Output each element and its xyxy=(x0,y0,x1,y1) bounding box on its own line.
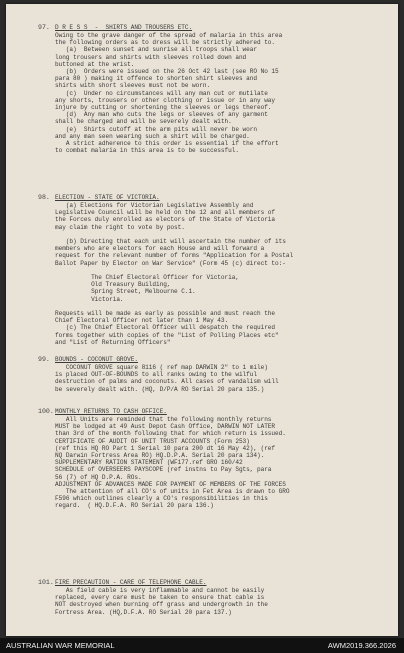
section-line: As field cable is very inflammable and cannot be easily xyxy=(55,587,265,594)
section-line: (b) Orders were issued on the 26 Oct 42 last (see RO No 15 xyxy=(55,68,279,75)
section-line: Chief Electoral Officer not later than 1 May 43. xyxy=(55,317,229,325)
section-line: than 3rd of the month following that for which return is issued. xyxy=(55,430,286,438)
section-line: Spring Street, Melbourne C.1. xyxy=(55,288,196,296)
section-line: shirts with short sleeves must not be worn. xyxy=(55,82,211,90)
section-line: forms together with copies of the "List of Polling Places etc" xyxy=(55,331,279,339)
section-line: may claim the right to vote by post. xyxy=(55,223,185,231)
section-line: (c) The Chief Electoral Officer will despatch the required xyxy=(55,324,276,332)
section-line: any shorts, trousers or other clothing or issue or in any way xyxy=(55,96,276,104)
section-line: the following orders as to dress will be strictly adhered to. xyxy=(55,39,276,47)
footer-bar xyxy=(0,638,404,653)
section-heading: D R E S S - SHIRTS AND TROUSERS ETC. xyxy=(55,24,193,31)
section-heading: MONTHLY RETURNS TO CASH OFFICE. xyxy=(55,408,167,415)
section-heading: BOUNDS - COCONUT GROVE. xyxy=(55,356,138,363)
section-line: A strict adherence to this order is essential if the effort xyxy=(55,140,279,147)
section-number: 100. xyxy=(38,408,54,415)
section-line: Ballot Paper by Elector on War Service" (Form 45 (c) direct to:- xyxy=(55,259,286,267)
section-line: Victoria. xyxy=(55,295,124,303)
section-line: para 80 ) making it offence to shorten shirt sleeves and xyxy=(55,75,257,83)
section-line: 56 (7) of HQ D.P.A. ROs. xyxy=(55,473,142,481)
section-line: Old Treasury Building, xyxy=(55,281,171,289)
section-line: Fortress Area. (HQ,D.F.A. RO Serial 20 para 137.) xyxy=(55,608,232,616)
footer-institution: AUSTRALIAN WAR MEMORIAL xyxy=(6,641,115,650)
section-line: Legislative Council will be held on the 12 and all members of xyxy=(55,209,276,217)
section-line: (e) Shirts cutoff at the arm pits will never be worn xyxy=(55,125,257,133)
section-line: injure by cutting or shortening the sleeves or legs thereof. xyxy=(55,104,272,111)
section-line: (c) Under no circumstances will any man cut or mutilate xyxy=(55,89,268,97)
section-line: ADJUSTMENT OF ADVANCES MADE FOR PAYMENT OF MEMBERS OF THE FORCES xyxy=(55,480,286,488)
section-line: NOT destroyed when burning off grass and undergrowth in the xyxy=(55,601,268,609)
footer-accession-number: AWM2019.366.2026 xyxy=(327,641,396,650)
section-number: 98. xyxy=(38,194,50,201)
section-number: 99. xyxy=(38,356,50,363)
section-line: COCONUT GROVE square 8116 ( ref map DARWIN 2" to 1 mile) xyxy=(55,364,268,371)
section-line: MUST be lodged at 49 Aust Depot Cash Office, DARWIN NOT LATER xyxy=(55,423,276,431)
section-line: NQ Darwin Fortress Area RO) HQ.D.P.A. Serial 20 para 134). xyxy=(55,452,265,459)
section-line: long trousers and shirts with sleeves rolled down and xyxy=(55,53,247,61)
section-line: All Units are reminded that the following monthly returns xyxy=(55,416,272,423)
section-line: CERTIFICATE OF AUDIT OF UNIT TRUST ACCOUNTS (Form 253) xyxy=(55,437,250,445)
section-heading: FIRE PRECAUTION - CARE OF TELEPHONE CABLE. xyxy=(55,579,207,586)
section-line: members who are electors for each House and will forward a xyxy=(55,245,265,253)
section-line: (b) Directing that each unit will ascertain the number of its xyxy=(55,238,286,245)
section-line: to combat malaria in this area is to be successful. xyxy=(55,147,239,155)
section-line: (ref this HQ RO Part 1 Serial 10 para 200 dt 16 May 42), (ref xyxy=(55,444,276,452)
section-line: The Chief Electoral Officer for Victoria, xyxy=(55,274,239,281)
section-line: and "List of Returning Officers" xyxy=(55,338,171,346)
section-line: be severely dealt with. (HQ, D/P/A RO Serial 20 para 135.) xyxy=(55,385,265,393)
section-line: shall be charged and will be severely dealt with. xyxy=(55,118,232,126)
section-line: request for the relevant number of forms "Application for a Postal xyxy=(55,252,294,260)
section-line: the Forces duly enrolled as electors of the State of Victoria xyxy=(55,216,276,224)
section-line: destruction of palms and coconuts. All cases of vandalism will xyxy=(55,378,279,386)
section-line: and any man seen wearing such a shirt will be charged. xyxy=(55,132,250,140)
section-line: regard. ( HQ.D.F.A. RO Serial 20 para 136.) xyxy=(55,502,214,510)
section-line: (a) Between sunset and sunrise all troops shall wear xyxy=(55,46,257,54)
section-heading: ELECTION - STATE OF VICTORIA. xyxy=(55,194,160,201)
section-line: SUPPLEMENTARY RATION STATEMENT (WF177.ref GRO 160/42 xyxy=(55,459,243,467)
section-line: SCHEDULE of OVERSEERS PAYSCOPE (ref instns to Pay Sgts, para xyxy=(55,466,272,474)
section-line: is placed OUT-OF-BOUNDS to all ranks owing to the wilful xyxy=(55,371,257,379)
section-line: Requests will be made as early as possible and must reach the xyxy=(55,310,276,317)
section-line: replaced, every care must be taken to ensure that cable is xyxy=(55,594,265,602)
document-page xyxy=(6,4,398,636)
section-line: F596 which outlines clearly a CO's responsibilities in this xyxy=(55,495,268,503)
section-line: Owing to the grave danger of the spread of malaria in this area xyxy=(55,32,283,39)
section-line: buttoned at the wrist. xyxy=(55,60,135,68)
section-number: 97. xyxy=(38,24,50,31)
section-line: (a) Elections for Victorian Legislative Assembly and xyxy=(55,202,254,209)
section-line: (d) Any man who cuts the legs or sleeves of any garment xyxy=(55,111,268,119)
section-number: 101. xyxy=(38,579,54,586)
section-line: The attention of all CO's of units in Fet Area is drawn to GRO xyxy=(55,488,290,495)
